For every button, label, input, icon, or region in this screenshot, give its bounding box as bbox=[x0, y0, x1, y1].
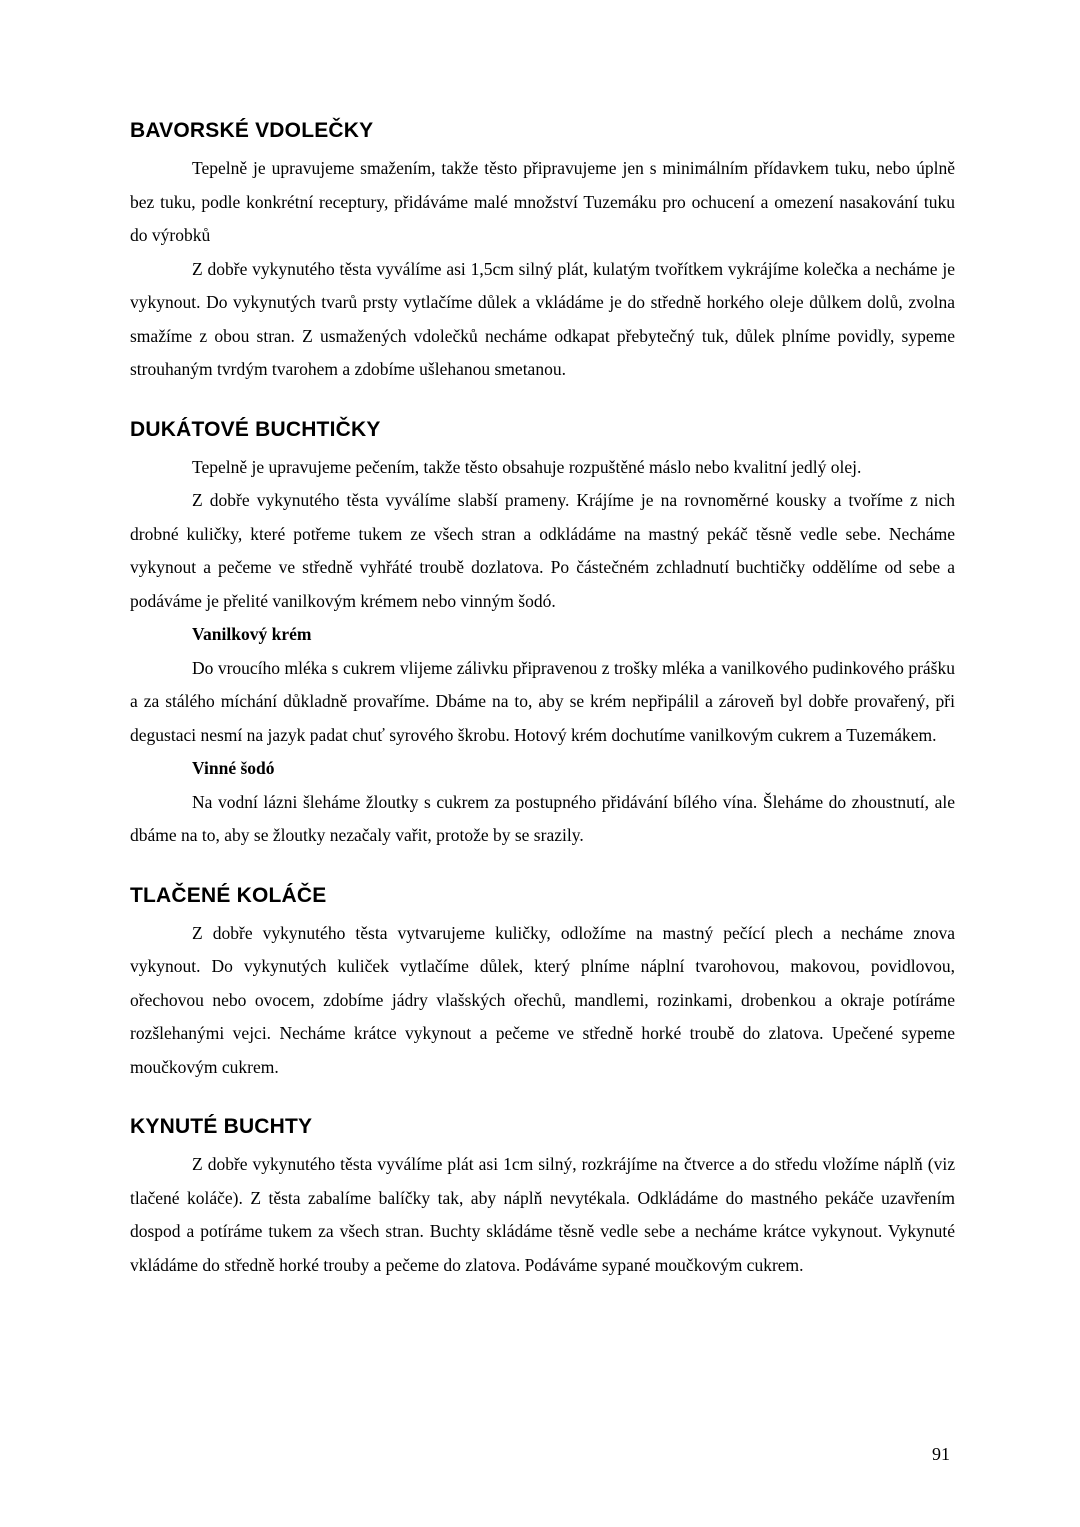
paragraph: Na vodní lázni šleháme žloutky s cukrem za postupného přidávání bílého vína. Šleháme do zhoustnutí, ale dbáme na to, aby se žloutky nezačaly vařit, protože by se srazily. bbox=[130, 791, 955, 845]
section-heading: DUKÁTOVÉ BUCHTIČKY bbox=[130, 417, 381, 441]
page-number: 91 bbox=[932, 1444, 950, 1464]
section-tlacene-kolace bbox=[130, 883, 955, 1085]
section-dukatove-buchticky bbox=[130, 417, 955, 853]
paragraph: Do vroucího mléka s cukrem vlijeme zálivku připravenou z trošky mléka a vanilkového pudinkového prášku a za stálého míchání důkladně provaříme. Dbáme na to, aby se krém nepřipálil a zároveň byl dobře provařený, při degustaci nesmí na jazyk padat chuť syrového škrobu. Hotový krém dochutíme vanilkovým cukrem a Tuzemákem. bbox=[130, 657, 955, 745]
paragraph: Z dobře vykynutého těsta vyválíme asi 1,5cm silný plát, kulatým tvořítkem vykrájíme kolečka a necháme je vykynout. Do vykynutých tvarů prsty vytlačíme důlek a vkládáme je do středně horkého oleje důlkem dolů, zvolna smažíme z obou stran. Z usmažených vdolečků necháme odkapat přebytečný tuk, důlek plníme povidly, sypeme strouhaným tvrdým tvarohem a zdobíme ušlehanou smetanou. bbox=[130, 258, 955, 379]
paragraph: Tepelně je upravujeme smažením, takže těsto připravujeme jen s minimálním přídavkem tuku, nebo úplně bez tuku, podle konkrétní receptury, přidáváme malé množství Tuzemáku pro ochucení a omezení nasakování tuku do výrobků bbox=[130, 158, 955, 245]
section-bavorske-vdolecky bbox=[130, 118, 955, 387]
paragraph: Tepelně je upravujeme pečením, takže těsto obsahuje rozpuštěné máslo nebo kvalitní jedlý olej. bbox=[192, 456, 862, 477]
paragraph: Z dobře vykynutého těsta vyválíme slabší prameny. Krájíme je na rovnoměrné kousky a tvoříme z nich drobné kuličky, které potřeme tukem ze všech stran a odkládáme na mastný pekáč těsně vedle sebe. Necháme vykynout a pečeme ve středně vyhřáté troubě dozlatova. Po částečném zchladnutí buchtičky oddělíme od sebe a podáváme je přelité vanilkovým krémem nebo vinným šodó. bbox=[130, 490, 955, 611]
section-heading: BAVORSKÉ VDOLEČKY bbox=[130, 119, 374, 142]
subheading-vinne-sodo: Vinné šodó bbox=[192, 758, 275, 778]
paragraph: Z dobře vykynutého těsta vytvarujeme kuličky, odložíme na mastný pečící plech a necháme znova vykynout. Do vykynutých kuliček vytlačíme důlek, který plníme náplní tvarohovou, makovou, povidlovou, ořechovou nebo ovocem, zdobíme jádry vlašských ořechů, mandlemi, rozinkami, drobenkou a okraje potíráme rozšlehanými vejci. Necháme krátce vykynout a pečeme ve středně horké troubě do zlatova. Upečené sypeme moučkovým cukrem. bbox=[130, 922, 955, 1077]
section-kynute-buchty bbox=[130, 1114, 955, 1282]
paragraph: Z dobře vykynutého těsta vyválíme plát asi 1cm silný, rozkrájíme na čtverce a do středu vložíme náplň (viz tlačené koláče). Z těsta zabalíme balíčky tak, aby náplň nevytékala. Odkládáme do mastného pekáče uzavřením dospod a potíráme tukem za všech stran. Buchty skládáme těsně vedle sebe a necháme krátce vykynout. Vykynuté vkládáme do středně horké trouby a pečeme do zlatova. Podáváme sypané moučkovým cukrem. bbox=[130, 1154, 955, 1275]
subheading-vanilkovy-krem: Vanilkový krém bbox=[192, 624, 312, 644]
section-heading: TLAČENÉ KOLÁČE bbox=[130, 883, 327, 907]
section-heading: KYNUTÉ BUCHTY bbox=[130, 1115, 313, 1138]
